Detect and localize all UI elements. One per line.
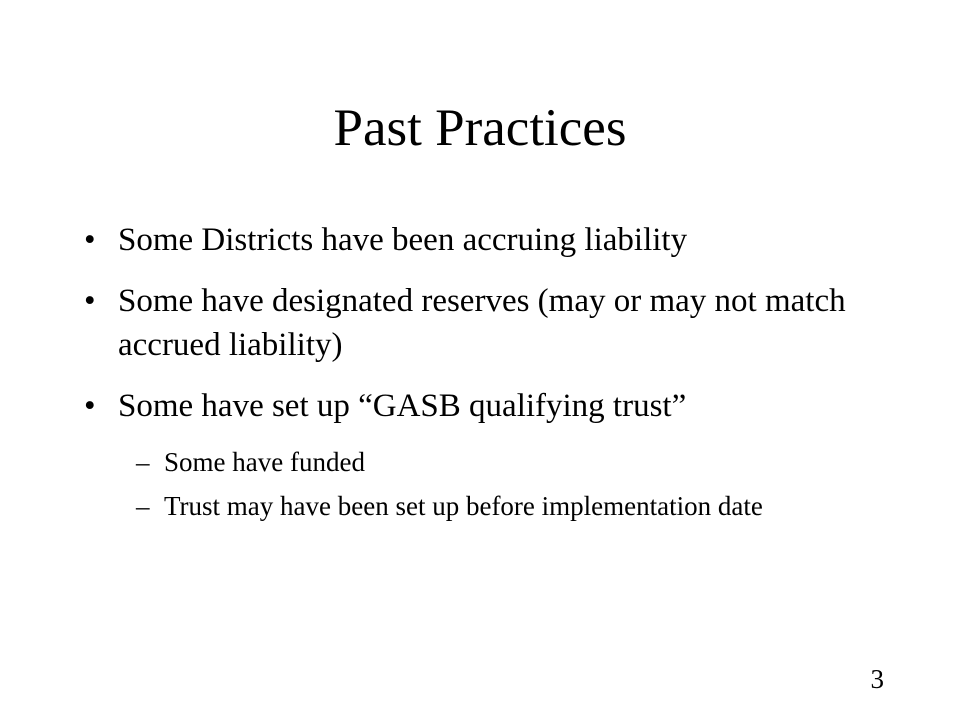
subbullet-marker: – <box>136 447 150 477</box>
bullet-marker: • <box>84 388 96 424</box>
bullet-item <box>84 279 904 367</box>
slide-title: Past Practices <box>333 99 627 157</box>
bullet-text: Some have designated reserves (may or may not match accrued liability) <box>118 283 846 363</box>
subbullet-text: Trust may have been set up before implementation date <box>164 491 763 521</box>
bullet-text: Some Districts have been accruing liability <box>118 222 688 258</box>
subbullet-marker: – <box>136 491 150 521</box>
subbullet-text: Some have funded <box>164 447 365 477</box>
subbullet-list <box>84 445 904 523</box>
subbullet-group <box>84 445 904 523</box>
bullet-marker: • <box>84 222 96 258</box>
bullet-item <box>84 384 904 428</box>
bullet-list <box>84 218 904 533</box>
page-number: 3 <box>870 664 884 694</box>
subbullet-item <box>84 445 904 479</box>
subbullet-item <box>84 489 904 523</box>
bullet-marker: • <box>84 283 96 319</box>
bullet-item <box>84 218 904 262</box>
bullet-text: Some have set up “GASB qualifying trust” <box>118 388 687 424</box>
